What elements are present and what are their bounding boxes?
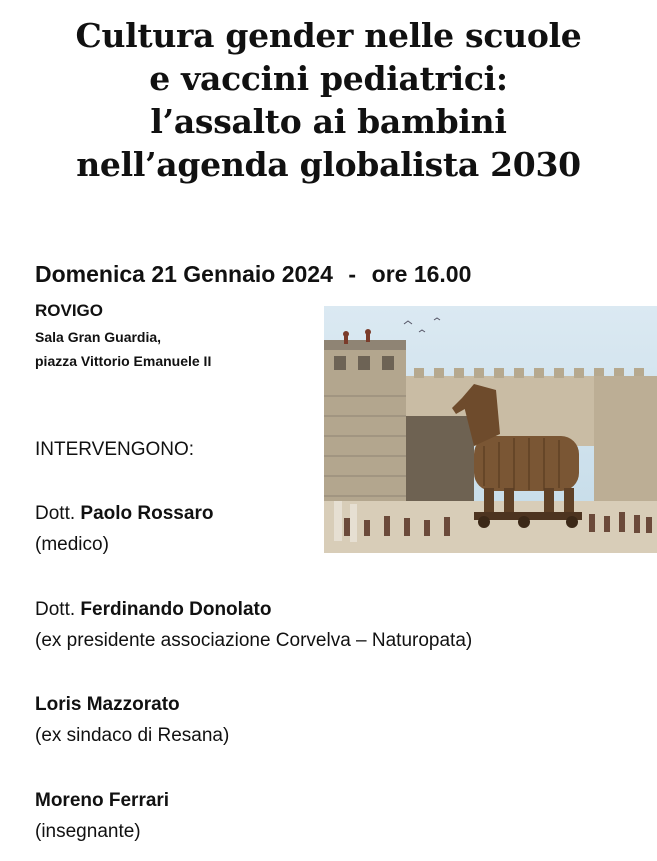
- speaker-entry: [35, 785, 169, 847]
- speaker-name-line: [35, 785, 169, 816]
- speaker-entry: [35, 498, 213, 560]
- speaker-name: Moreno Ferrari: [35, 790, 170, 811]
- title-line-4: nell’agenda globalista 2030: [76, 145, 581, 184]
- trojan-horse-image: [324, 306, 657, 553]
- venue-square: piazza Vittorio Emanuele II: [35, 353, 212, 369]
- speaker-name-line: [35, 498, 213, 529]
- title-line-3: l’assalto ai bambini: [150, 102, 507, 141]
- trojan-horse-illustration: [324, 306, 657, 553]
- event-city: ROVIGO: [35, 301, 104, 320]
- right-tower: [594, 376, 657, 506]
- title-line-1: Cultura gender nelle scuole: [75, 16, 582, 55]
- speaker-role: (ex sindaco di Resana): [35, 725, 230, 746]
- speaker-title: Dott.: [35, 503, 81, 524]
- city-gate: [406, 416, 474, 506]
- event-datetime: [35, 261, 471, 288]
- speaker-entry: [35, 689, 229, 751]
- speaker-role: (insegnante): [35, 821, 141, 842]
- event-date: Domenica 21 Gennaio 2024: [35, 261, 333, 287]
- datetime-separator: -: [348, 261, 357, 287]
- venue-hall: Sala Gran Guardia,: [35, 329, 162, 345]
- speaker-name-line: [35, 689, 229, 720]
- event-time: ore 16.00: [371, 261, 472, 287]
- speaker-entry: [35, 594, 472, 656]
- speaker-role: (ex presidente associazione Corvelva – Naturopata): [35, 630, 473, 651]
- title-line-2: e vaccini pediatrici:: [149, 59, 508, 98]
- speaker-name: Loris Mazzorato: [35, 694, 180, 715]
- speaker-role: (medico): [35, 534, 109, 555]
- speaker-title: Dott.: [35, 599, 81, 620]
- speakers-heading: INTERVENGONO:: [35, 439, 195, 460]
- speaker-name: Paolo Rossaro: [80, 503, 214, 524]
- speaker-name: Ferdinando Donolato: [80, 599, 272, 620]
- poster-title: [0, 14, 657, 186]
- speaker-name-line: [35, 594, 472, 625]
